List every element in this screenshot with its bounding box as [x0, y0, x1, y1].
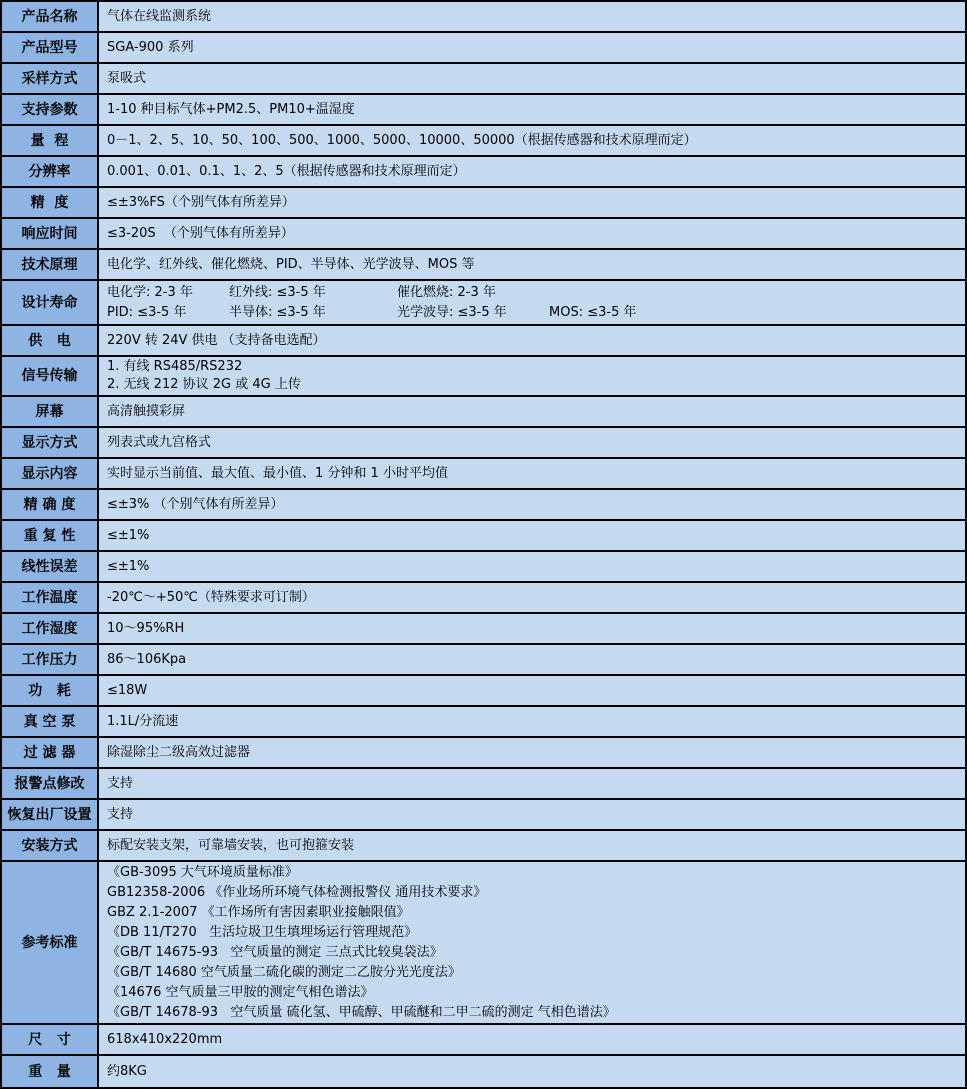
row-response-time	[2, 219, 965, 250]
standard-gbz-2-1-2007: GBZ 2.1-2007 《工作场所有害因素职业接触限值》	[107, 904, 410, 920]
spec-label-working-humidity: 工作湿度	[2, 614, 99, 643]
spec-value-measuring-range: 0－1、2、5、10、50、100、500、1000、5000、10000、50000（根据传感器和技术原理而定）	[99, 126, 965, 155]
spec-value-dimensions: 618x410x220mm	[99, 1025, 965, 1054]
spec-value-filter: 除湿除尘二级高效过滤器	[99, 738, 965, 767]
row-vacuum-pump	[2, 707, 965, 738]
standard-gbt-14675-93: 《GB/T 14675-93 空气质量的测定 三点式比较臭袋法》	[107, 944, 443, 960]
spec-value-linearity-error: ≤±1%	[99, 552, 965, 581]
spec-value-alarm-point-modification: 支持	[99, 769, 965, 798]
spec-label-display-mode: 显示方式	[2, 428, 99, 457]
spec-value-factory-reset: 支持	[99, 800, 965, 829]
design-life-optical-waveguide: 光学波导: ≤3-5 年	[397, 304, 507, 320]
spec-value-product-name: 气体在线监测系统	[99, 2, 965, 31]
spec-value-screen: 高清触摸彩屏	[99, 397, 965, 426]
spec-label-accuracy: 精 确 度	[2, 490, 99, 519]
design-life-semiconductor: 半导体: ≤3-5 年	[229, 304, 326, 320]
spec-value-repeatability: ≤±1%	[99, 521, 965, 550]
spec-value-precision: ≤±3%FS（个别气体有所差异）	[99, 188, 965, 217]
row-alarm-point-modification	[2, 769, 965, 800]
spec-value-power-consumption: ≤18W	[99, 676, 965, 705]
spec-label-working-pressure: 工作压力	[2, 645, 99, 674]
spec-value-display-mode: 列表式或九宫格式	[99, 428, 965, 457]
spec-label-technical-principle: 技术原理	[2, 250, 99, 279]
row-power-consumption	[2, 676, 965, 707]
row-filter	[2, 738, 965, 769]
spec-value-resolution: 0.001、0.01、0.1、1、2、5（根据传感器和技术原理而定）	[99, 157, 965, 186]
spec-label-screen: 屏幕	[2, 397, 99, 426]
row-display-content	[2, 459, 965, 490]
spec-value-display-content: 实时显示当前值、最大值、最小值、1 分钟和 1 小时平均值	[99, 459, 965, 488]
row-supported-parameters	[2, 95, 965, 126]
spec-value-accuracy: ≤±3% （个别气体有所差异）	[99, 490, 965, 519]
spec-value-weight: 约8KG	[99, 1056, 965, 1087]
spec-label-power-consumption: 功 耗	[2, 676, 99, 705]
spec-label-precision: 精 度	[2, 188, 99, 217]
row-design-life	[2, 281, 965, 326]
standard-gb-3095: 《GB-3095 大气环境质量标准》	[107, 864, 298, 880]
spec-value-sampling-method: 泵吸式	[99, 64, 965, 93]
spec-value-product-model: SGA-900 系列	[99, 33, 965, 62]
row-product-name	[2, 2, 965, 33]
spec-value-working-temperature: -20℃～+50℃（特殊要求可订制）	[99, 583, 965, 612]
spec-value-reference-standards	[99, 862, 965, 1023]
row-technical-principle	[2, 250, 965, 281]
design-life-catalytic: 催化燃烧: 2-3 年	[397, 284, 496, 300]
spec-label-sampling-method: 采样方式	[2, 64, 99, 93]
spec-value-signal-transmission	[99, 357, 965, 395]
spec-label-repeatability: 重 复 性	[2, 521, 99, 550]
spec-label-resolution: 分辨率	[2, 157, 99, 186]
spec-label-design-life: 设计寿命	[2, 281, 99, 324]
row-sampling-method	[2, 64, 965, 95]
row-precision	[2, 188, 965, 219]
spec-label-display-content: 显示内容	[2, 459, 99, 488]
spec-label-dimensions: 尺 寸	[2, 1025, 99, 1054]
standard-gbt-14678-93: 《GB/T 14678-93 空气质量 硫化氢、甲硫醇、甲硫醚和二甲二硫的测定 气相色谱法》	[107, 1004, 616, 1020]
spec-value-working-humidity: 10～95%RH	[99, 614, 965, 643]
row-dimensions	[2, 1025, 965, 1056]
spec-label-product-model: 产品型号	[2, 33, 99, 62]
spec-label-signal-transmission: 信号传输	[2, 357, 99, 395]
row-power-supply	[2, 326, 965, 357]
row-factory-reset	[2, 800, 965, 831]
design-life-infrared: 红外线: ≤3-5 年	[229, 284, 326, 300]
signal-transmission-wireless: 2. 无线 212 协议 2G 或 4G 上传	[107, 377, 301, 392]
design-life-empty-cell	[549, 283, 959, 303]
spec-label-supported-parameters: 支持参数	[2, 95, 99, 124]
standard-14676: 《14676 空气质量三甲胺的测定气相色谱法》	[107, 984, 374, 1000]
spec-label-measuring-range: 量 程	[2, 126, 99, 155]
spec-value-supported-parameters: 1-10 种目标气体+PM2.5、PM10+温湿度	[99, 95, 965, 124]
standard-gbt-14680: 《GB/T 14680 空气质量二硫化碳的测定二乙胺分光光度法》	[107, 964, 461, 980]
spec-value-vacuum-pump: 1.1L/分流速	[99, 707, 965, 736]
spec-label-factory-reset: 恢复出厂设置	[2, 800, 99, 829]
row-resolution	[2, 157, 965, 188]
signal-transmission-wired: 1. 有线 RS485/RS232	[107, 359, 243, 374]
standard-gb12358-2006: GB12358-2006 《作业场所环境气体检测报警仪 通用技术要求》	[107, 884, 487, 900]
row-product-model	[2, 33, 965, 64]
spec-value-design-life	[99, 281, 965, 324]
row-measuring-range	[2, 126, 965, 157]
row-working-humidity	[2, 614, 965, 645]
spec-label-weight: 重 量	[2, 1056, 99, 1087]
spec-label-response-time: 响应时间	[2, 219, 99, 248]
spec-value-installation-method: 标配安装支架，可靠墙安装，也可抱箍安装	[99, 831, 965, 860]
row-linearity-error	[2, 552, 965, 583]
spec-label-power-supply: 供 电	[2, 326, 99, 355]
spec-label-filter: 过 滤 器	[2, 738, 99, 767]
row-weight	[2, 1056, 965, 1087]
spec-label-installation-method: 安装方式	[2, 831, 99, 860]
spec-value-response-time: ≤3-20S （个别气体有所差异）	[99, 219, 965, 248]
row-installation-method	[2, 831, 965, 862]
design-life-electrochemical: 电化学: 2-3 年	[107, 284, 193, 300]
row-working-temperature	[2, 583, 965, 614]
row-reference-standards	[2, 862, 965, 1025]
spec-label-alarm-point-modification: 报警点修改	[2, 769, 99, 798]
row-accuracy	[2, 490, 965, 521]
spec-value-technical-principle: 电化学、红外线、催化燃烧、PID、半导体、光学波导、MOS 等	[99, 250, 965, 279]
row-repeatability	[2, 521, 965, 552]
spec-label-linearity-error: 线性误差	[2, 552, 99, 581]
spec-label-working-temperature: 工作温度	[2, 583, 99, 612]
row-signal-transmission	[2, 357, 965, 397]
standard-db-11-t270: 《DB 11/T270 生活垃圾卫生填埋场运行管理规范》	[107, 924, 418, 940]
design-life-grid	[107, 283, 959, 323]
spec-label-vacuum-pump: 真 空 泵	[2, 707, 99, 736]
row-display-mode	[2, 428, 965, 459]
design-life-mos: MOS: ≤3-5 年	[549, 304, 637, 320]
row-screen	[2, 397, 965, 428]
design-life-pid: PID: ≤3-5 年	[107, 304, 187, 320]
row-working-pressure	[2, 645, 965, 676]
spec-value-working-pressure: 86～106Kpa	[99, 645, 965, 674]
spec-label-reference-standards: 参考标准	[2, 862, 99, 1023]
spec-label-product-name: 产品名称	[2, 2, 99, 31]
spec-value-power-supply: 220V 转 24V 供电 （支持备电选配）	[99, 326, 965, 355]
